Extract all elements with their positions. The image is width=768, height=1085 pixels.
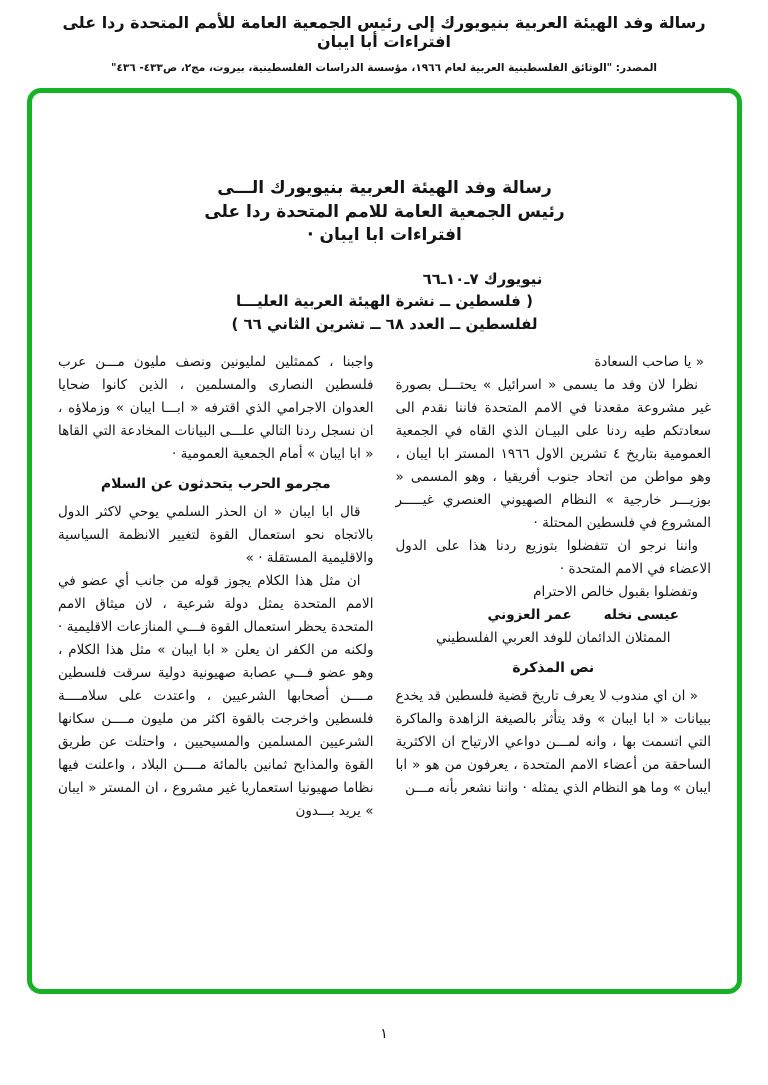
- memo-paragraph-1-continuation: واجبنا ، كممثلين لمليونين ونصف مليون مـــن عرب فلسطين النصارى والمسلمين ، الذين كانوا ضحايا العدوان الاجرامي الذي اقترفه « ابـــا ايبان » وزملاؤه ، ان نسجل ردنا التالي علـــى البيانات المخادعة التي القاها « ابا ايبان » أمام الجمعية العمومية ·: [58, 354, 374, 462]
- text-columns: [58, 351, 711, 823]
- signatures-row: [396, 604, 712, 627]
- dateline-block: [58, 268, 711, 336]
- memo-heading: نص المذكرة: [512, 660, 595, 676]
- memo-paragraph-1: « ان اي مندوب لا يعرف تاريخ قضية فلسطين قد يخدع ببيانات « ابا ايبان » وقد يتأثر بالصيغة الزاهدة والماكرة التي اتسمت بها ، وانه لمـــن دواعي الارتياح ان الاكثرية الساحقة من أعضاء الامم المتحدة ، يعرفون من هو « ابا ايبان » وما هو النظام الذي يمثله · واننا نشعر بأنه مـــن: [395, 688, 711, 796]
- letter-column: [396, 351, 712, 823]
- document-title-line-1: رسالة وفد الهيئة العربية بنيويورك الـــى: [217, 178, 552, 198]
- document-frame: [27, 88, 742, 994]
- memo-subheading: مجرمو الحرب يتحدثون عن السلام: [100, 476, 331, 492]
- signature-name-right: عيسى نخله: [603, 607, 679, 623]
- page-number: ١: [380, 1026, 388, 1042]
- page-header: [0, 13, 768, 74]
- letter-paragraph-2: واننا نرجو ان تتفضلوا بتوزيع ردنا هذا على الدول الاعضاء في الامم المتحدة ·: [395, 538, 711, 577]
- publication-line-2: لفلسطين ــ العدد ٦٨ ــ تشرين الثاني ٦٦ ): [231, 314, 538, 333]
- letter-paragraph-1: نظرا لان وفد ما يسمى « اسرائيل » يحتـــل بصورة غير مشروعة مقعدنا في الامم المتحدة فاننا نقدم الى سعادتكم طيه ردنا على البيـان الذي القاه في الجمعية العمومية بتاريخ ٤ تشرين الاول ١٩٦٦ المستر ابا ايبان ، وهو مواطن من اتحاد جنوب أفريقيا ، وهو المسمى « بوزيـــر خارجية » النظام الصهيوني العنصري غيـــــر المشروع في فلسطين المحتلة ·: [395, 377, 712, 531]
- page-title: رسالة وفد الهيئة العربية بنيويورك إلى رئيس الجمعية العامة للأمم المتحدة ردا على افتراءات أبا ايبان: [62, 13, 706, 51]
- source-line: المصدر: "الوثائق الفلسطينية العربية لعام ١٩٦٦، مؤسسة الدراسات الفلسطينية، بيروت، مج٢، ص٤٣٣- ٤٣٦": [110, 62, 658, 74]
- letter-closing: وتفضلوا بقبول خالص الاحترام: [533, 584, 698, 600]
- signature-name-left: عمر العزوني: [487, 607, 572, 623]
- dateline: نيويورك ٧ـ١٠ـ٦٦: [422, 269, 543, 288]
- letter-salutation: « يا صاحب السعادة: [594, 354, 704, 370]
- publication-line-1: ( فلسطين ــ نشرة الهيئة العربية العليـــا: [236, 292, 533, 310]
- memo-continuation-column: [58, 351, 374, 823]
- document-title: [58, 177, 711, 248]
- memo-paragraph-2: قال ابا ايبان « ان الحذر السلمي يوحي لاكثر الدول بالاتجاه نحو استعمال القوة لتغيير الانظمة السياسية والاقليمية المستقلة · »: [58, 504, 374, 566]
- memo-paragraph-3: ان مثل هذا الكلام يجوز قوله من جانب أي عضو في الامم المتحدة يمثل دولة شرعية ، لان ميثاق الامم المتحدة يحظر استعمال القوة فـــي المنازعات الاقليمية · ولكنه من الكفر ان يعلن « ابا ايبان » مثل هذا الكلام ، وهو عضو فـــي عصابة صهيونية دولية سرقت فلسطين مــــن أصحابها الشرعيين ، واعتدت على سلامــــة فلسطين واخرجت بالقوة اكثر من مليون مــــن سكانها الشرعيين المسلمين والمسيحيين ، واحتلت عن طريق القوة والمذابح ثمانين بالمائة مــــن البلاد ، واعلنت فيها نظاما صهيونيا استعماريا غير مشروع ، ان المستر « ايبان » يريد بـــدون: [58, 573, 374, 819]
- signature-title: الممثلان الدائمان للوفد العربي الفلسطيني: [435, 630, 671, 646]
- document-title-line-3: افتراءات ابا ايبان ·: [307, 225, 462, 245]
- document-title-line-2: رئيس الجمعية العامة للامم المتحدة ردا على: [204, 201, 565, 222]
